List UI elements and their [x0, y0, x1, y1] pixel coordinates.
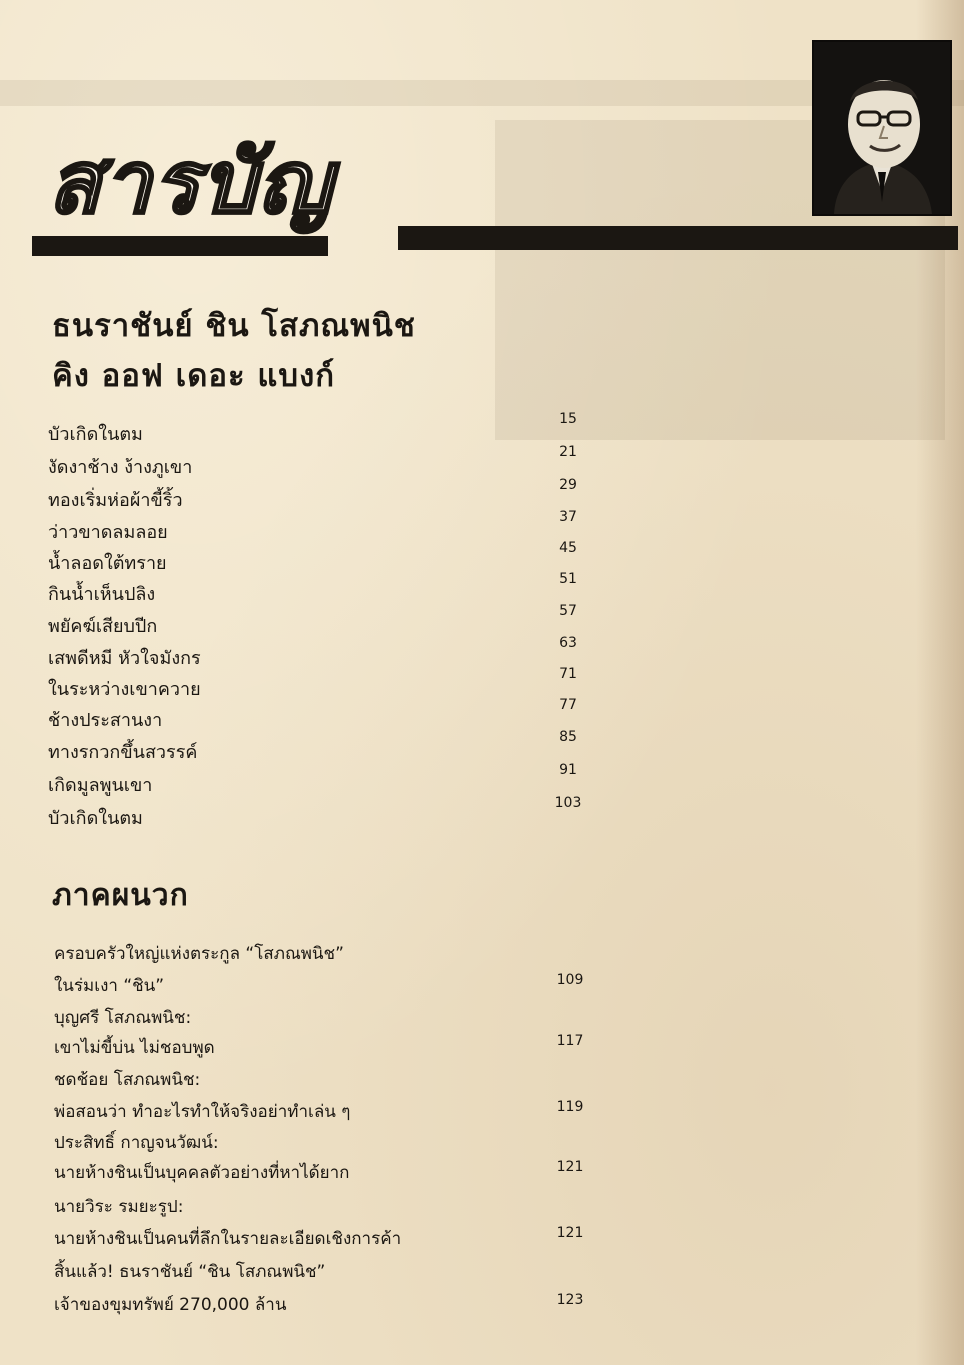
list-item[interactable] [48, 540, 608, 574]
chapter-page: 91 [559, 762, 577, 778]
appendix-page: 117 [556, 1033, 584, 1049]
chapter-title: งัดงาช้าง ง้างภูเขา [48, 457, 193, 478]
chapter-title: เสพดีหมี หัวใจมังกร [48, 648, 201, 669]
page-title: สารบัญ [48, 133, 333, 233]
list-item[interactable] [48, 635, 608, 669]
title-rule-left [32, 236, 328, 256]
list-item[interactable] [48, 477, 608, 511]
chapter-page: 77 [559, 697, 577, 713]
chapter-page: 103 [554, 795, 582, 811]
portrait-photo [812, 40, 952, 216]
subject-title-line1: ธนราชันย์ ชิน โสภณพนิช [52, 308, 416, 344]
appendix-page: 109 [556, 972, 584, 988]
list-item[interactable] [48, 729, 608, 763]
portrait-icon [814, 42, 950, 214]
list-item[interactable] [48, 509, 608, 543]
chapter-page: 37 [559, 509, 577, 525]
chapter-title: ช้างประสานงา [48, 710, 163, 731]
chapter-page: 21 [559, 444, 577, 460]
appendix-line: ในร่มเงา “ชิน” [54, 976, 165, 996]
chapter-page: 63 [559, 635, 577, 651]
chapter-page: 15 [559, 411, 577, 427]
list-item[interactable] [48, 697, 608, 731]
chapter-page: 85 [559, 729, 577, 745]
chapter-page: 29 [559, 477, 577, 493]
chapter-title: เกิดมูลพูนเขา [48, 775, 153, 796]
appendix-line: เขาไม่ขี้บ่น ไม่ชอบพูด [54, 1038, 215, 1058]
list-item[interactable] [48, 571, 608, 605]
appendix-line: ครอบครัวใหญ่แห่งตระกูล “โสภณพนิช” [54, 944, 344, 964]
appendix-line: นายห้างชินเป็นคนที่ลึกในรายละเอียดเชิงการค้า [54, 1229, 402, 1249]
chapter-title: กินน้ำเห็นปลิง [48, 584, 156, 605]
appendix-line: นายห้างชินเป็นบุคคลตัวอย่างที่หาได้ยาก [54, 1163, 350, 1183]
chapter-title: ทองเริ่มห่อผ้าขี้ริ้ว [48, 490, 183, 511]
appendix-page: 121 [556, 1159, 584, 1175]
title-rule-right [398, 226, 958, 250]
appendix-line: ประสิทธิ์ กาญจนวัฒน์: [54, 1133, 219, 1153]
chapter-title: ในระหว่างเขาควาย [48, 679, 201, 700]
appendix-line: พ่อสอนว่า ทำอะไรทำให้จริงอย่าทำเล่น ๆ [54, 1102, 351, 1122]
chapter-title: น้ำลอดใต้ทราย [48, 553, 167, 574]
list-item[interactable] [48, 444, 608, 478]
chapter-page: 51 [559, 571, 577, 587]
list-item[interactable] [48, 762, 608, 796]
chapter-title: ทางรกวกขึ้นสวรรค์ [48, 742, 198, 763]
appendix-page: 119 [556, 1099, 584, 1115]
appendix-line: บุญศรี โสภณพนิช: [54, 1008, 192, 1028]
chapter-page: 57 [559, 603, 577, 619]
appendix-line: นายวิระ รมยะรูป: [54, 1197, 184, 1217]
list-item[interactable] [48, 666, 608, 700]
list-item[interactable] [48, 795, 608, 829]
chapter-title: บัวเกิดในตม [48, 808, 143, 829]
chapter-title: บัวเกิดในตม [48, 424, 143, 445]
appendix-page: 121 [556, 1225, 584, 1241]
chapter-title: ว่าวขาดลมลอย [48, 522, 168, 543]
chapter-page: 71 [559, 666, 577, 682]
appendix-heading: ภาคผนวก [52, 878, 189, 913]
list-item[interactable] [48, 411, 608, 445]
appendix-line: สิ้นแล้ว! ธนราชันย์ “ชิน โสภณพนิช” [54, 1262, 326, 1282]
chapter-page: 45 [559, 540, 577, 556]
appendix-line: ชดช้อย โสภณพนิช: [54, 1070, 201, 1090]
subject-title-line2: คิง ออฟ เดอะ แบงก์ [52, 358, 335, 394]
chapter-title: พยัคฆ์เสียบปีก [48, 616, 158, 637]
appendix-line: เจ้าของขุมทรัพย์ 270,000 ล้าน [54, 1295, 287, 1315]
appendix-page: 123 [556, 1292, 584, 1308]
list-item[interactable] [48, 603, 608, 637]
